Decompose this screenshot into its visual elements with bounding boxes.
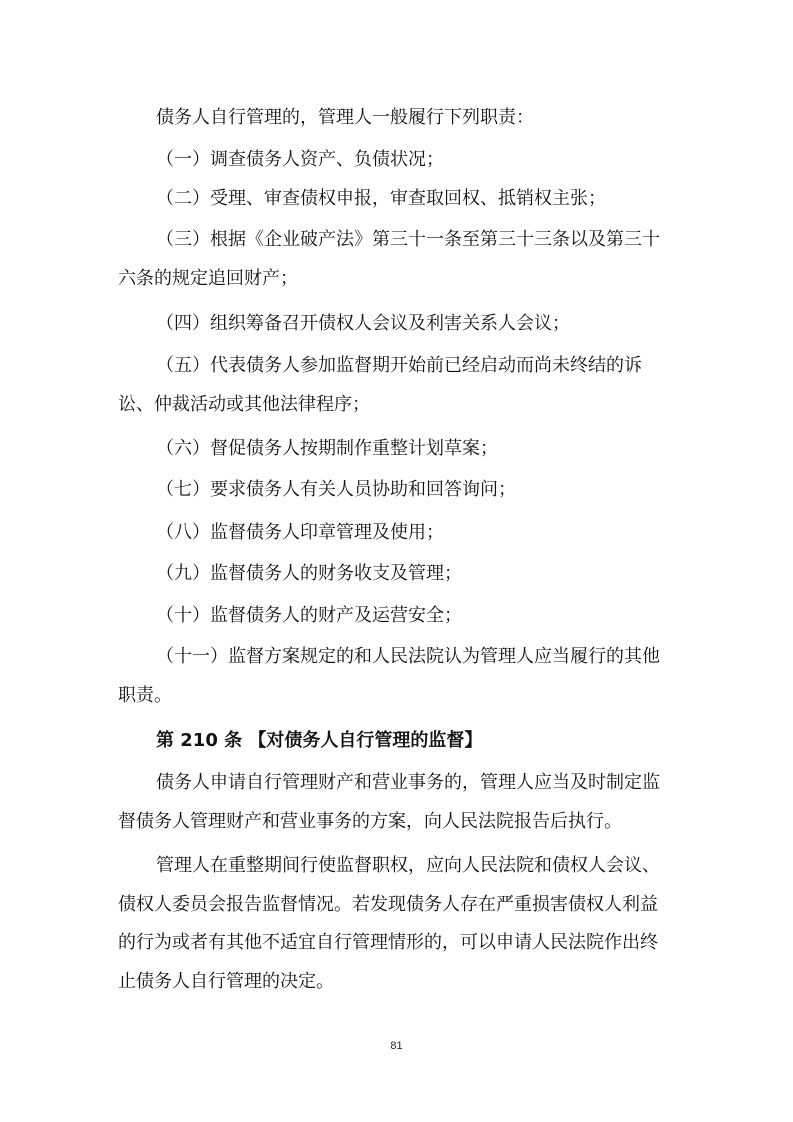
article-paragraph-2	[118, 847, 681, 1001]
duty-item-3-line-1: （三）根据《企业破产法》第三十一条至第三十三条以及第三十	[156, 229, 660, 250]
duty-item-11	[118, 638, 681, 715]
intro-text: 债务人自行管理的，管理人一般履行下列职责：	[156, 107, 534, 128]
duty-item-11-line-1: （十一）监督方案规定的和人民法院认为管理人应当履行的其他	[156, 646, 660, 667]
article-paragraph-2-line-1: 管理人在重整期间行使监督职权，应向人民法院和债权人会议、	[156, 855, 660, 876]
duty-item-6	[118, 430, 681, 469]
article-paragraph-2-line-3: 的行为或者有其他不适宜自行管理情形的，可以申请人民法院作出终	[118, 932, 658, 953]
article-paragraph-1	[118, 764, 681, 841]
article-heading-text: 第 210 条 【对债务人自行管理的监督】	[156, 730, 483, 751]
article-paragraph-2-line-2: 债权人委员会报告监督情况。若发现债务人存在严重损害债权人利益	[118, 893, 658, 915]
duty-item-9-text: （九）监督债务人的财务收支及管理；	[156, 563, 462, 584]
duty-item-3-line-2: 六条的规定追回财产；	[118, 267, 298, 289]
duty-item-5-line-2: 讼、仲裁活动或其他法律程序；	[118, 393, 370, 415]
article-paragraph-2-line-4: 止债务人自行管理的决定。	[118, 970, 334, 992]
duty-item-3	[118, 221, 681, 298]
duty-item-6-text: （六）督促债务人按期制作重整计划草案；	[156, 438, 498, 459]
article-paragraph-1-line-2: 督债务人管理财产和营业事务的方案，向人民法院报告后执行。	[118, 810, 622, 832]
duty-item-5	[118, 347, 681, 424]
duty-item-10	[118, 597, 681, 636]
duty-item-1-text: （一）调查债务人资产、负债状况；	[156, 149, 444, 170]
duty-item-7	[118, 471, 681, 510]
duty-item-4	[118, 305, 681, 344]
page-number: 81	[390, 1040, 403, 1052]
duty-item-10-text: （十）监督债务人的财产及运营安全；	[156, 605, 462, 626]
duty-item-1	[118, 141, 681, 180]
duty-item-4-text: （四）组织筹备召开债权人会议及利害关系人会议；	[156, 313, 570, 334]
duty-item-8	[118, 514, 681, 553]
duty-item-7-text: （七）要求债务人有关人员协助和回答询问；	[156, 479, 516, 500]
intro-paragraph	[118, 99, 681, 138]
duty-item-2-text: （二）受理、审查债权申报，审查取回权、抵销权主张；	[156, 188, 606, 209]
duty-item-9	[118, 555, 681, 594]
duty-item-2	[118, 180, 681, 219]
article-heading	[118, 722, 681, 761]
duty-item-5-line-1: （五）代表债务人参加监督期开始前已经启动而尚未终结的诉	[156, 355, 642, 376]
duty-item-8-text: （八）监督债务人印章管理及使用；	[156, 522, 444, 543]
duty-item-11-line-2: 职责。	[118, 684, 172, 706]
article-paragraph-1-line-1: 债务人申请自行管理财产和营业事务的，管理人应当及时制定监	[156, 772, 660, 793]
